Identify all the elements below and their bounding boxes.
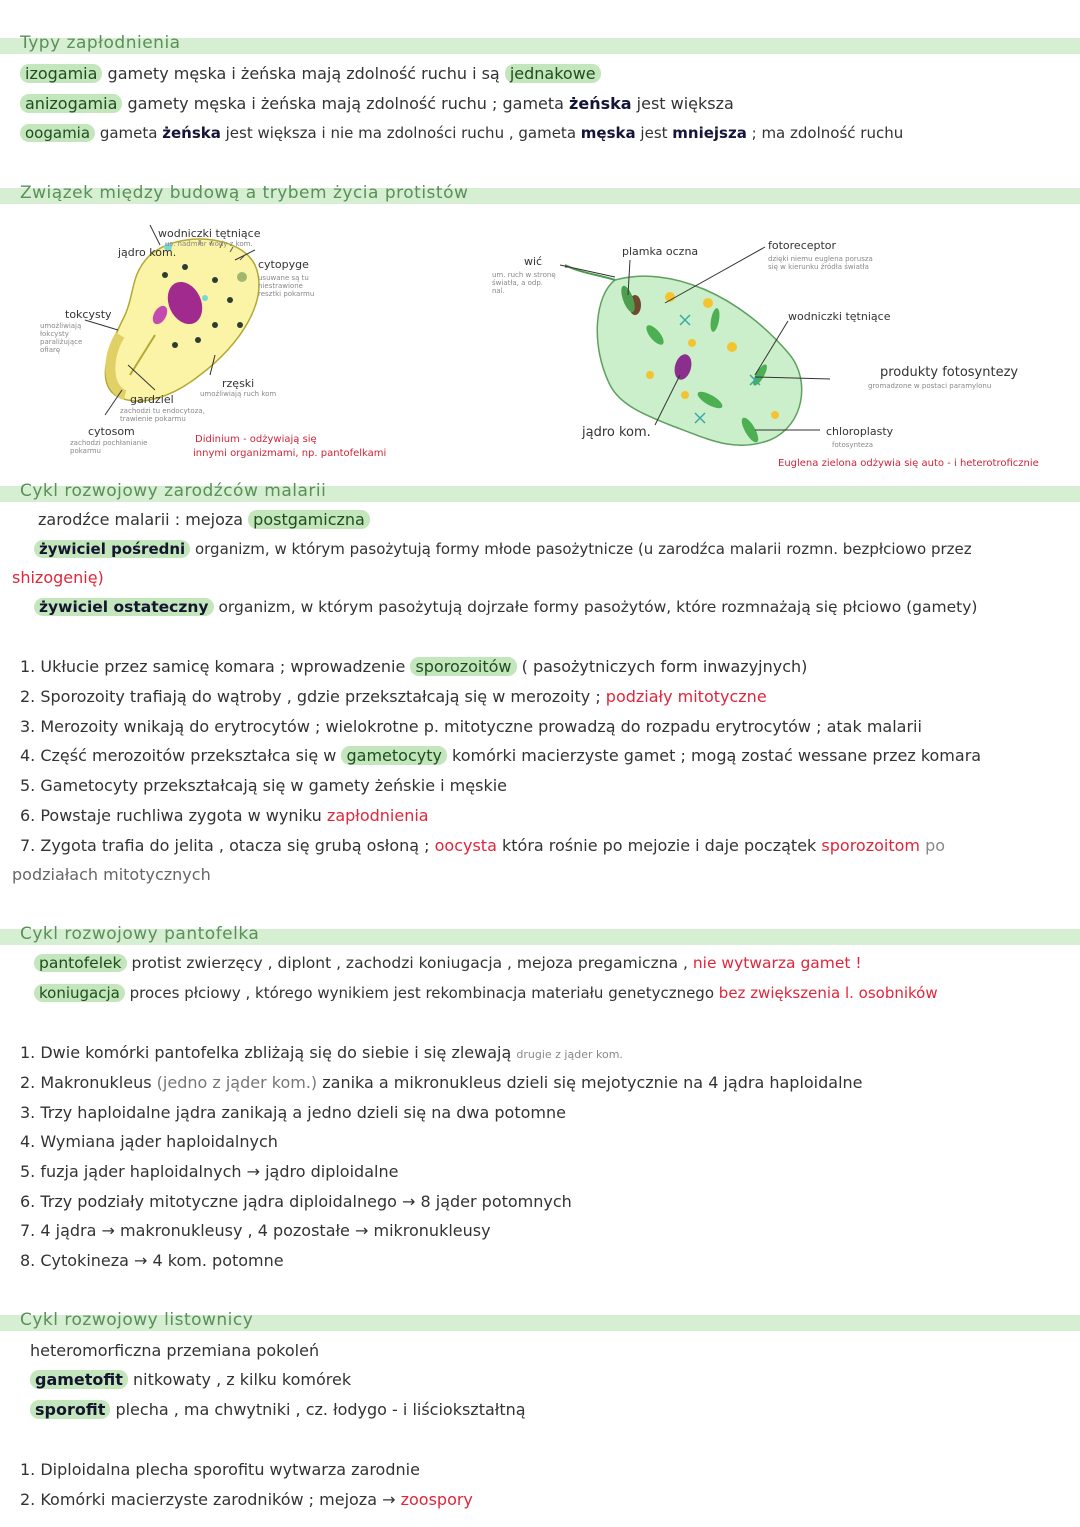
oogamy-text1: gameta [99, 124, 158, 142]
label-plamka: plamka oczna [622, 245, 699, 258]
conj-step-1-text: 1. Dwie komórki pantofelka zbliżają się do siebie i się zlewają [20, 1043, 512, 1062]
host-final-term: żywiciel ostateczny [34, 598, 214, 616]
oogamy-bold2: męska [580, 124, 636, 142]
oogamy-term: oogamia [20, 124, 95, 142]
host-intermediate-cont: shizogenię) [12, 568, 104, 587]
isogamy-end: jednakowe [505, 64, 601, 83]
kelp-step-2 [20, 1490, 473, 1509]
conjugation-term: koniugacja [34, 984, 125, 1002]
malaria-step-4-c: komórki macierzyste gamet ; mogą zostać wessane przez komara [452, 746, 982, 765]
conj-step-1-note: drugie z jąder kom. [516, 1048, 623, 1061]
label-chloroplasty: chloroplasty [826, 425, 894, 438]
malaria-step-1 [20, 657, 807, 676]
conj-step-2-a: 2. Makronukleus [20, 1073, 152, 1092]
malaria-step-7 [20, 836, 945, 855]
malaria-intro-postgamiczna: postgamiczna [248, 510, 370, 529]
malaria-step-7-d: sporozoitom [821, 836, 920, 855]
isogamy-line [20, 64, 601, 83]
label-trichocysty: tokcysty [65, 308, 112, 321]
paramecium-text: protist zwierzęcy , diplont , zachodzi koniugacja , mejoza pregamiczna , [131, 954, 688, 972]
anisogamy-bold: żeńska [569, 94, 632, 113]
label-rzeski-sub: umożliwiają ruch kom [200, 390, 277, 398]
kelp-gametophyte-text: nitkowaty , z kilku komórek [133, 1370, 352, 1389]
oogamy-text3: i nie ma [321, 124, 382, 142]
kelp-gametophyte-term: gametofit [30, 1370, 128, 1389]
conj-step-1 [20, 1043, 623, 1062]
malaria-step-7-b: oocysta [434, 836, 497, 855]
kelp-step-1: 1. Diploidalna plecha sporofitu wytwarza zarodnie [20, 1460, 420, 1479]
malaria-step-4-a: 4. Część merozoitów przekształca się w [20, 746, 337, 765]
malaria-intro-label: zarodźce malarii : [38, 510, 181, 529]
conjugation-text: proces płciowy , którego wynikiem jest rekombinacja materiału genetycznego [129, 984, 715, 1002]
host-final-text: organizm, w którym pasożytują dojrzałe formy pasożytów, które rozmnażają się płciowo (gamety) [218, 598, 978, 616]
label-wodniczki-right: wodniczki tętniące [788, 310, 891, 323]
section-title-kelp: Cykl rozwojowy listownicy [20, 1310, 254, 1330]
label-jadro-left: jądro kom. [118, 246, 177, 259]
malaria-step-6-a: 6. Powstaje ruchliwa zygota w wyniku [20, 806, 322, 825]
label-fotoreceptor-sub: dzięki niemu euglena porusza się w kierunku źródła światła [768, 255, 873, 271]
section-title-protists: Związek między budową a trybem życia protistów [20, 183, 469, 203]
malaria-step-7-e: po [925, 836, 946, 855]
label-wodniczki-left-sub: us. nadmiar wody z kom. [165, 240, 253, 248]
host-intermediate-text: organizm, w którym pasożytują formy młode pasożytnicze (u zarodźca malarii rozmn. bezpłciowo przez [194, 540, 972, 558]
anisogamy-text: gamety męska i żeńska mają zdolność ruchu ; gameta [127, 94, 564, 113]
label-wic: wić [524, 255, 543, 268]
host-intermediate-term: żywiciel pośredni [34, 540, 190, 558]
kelp-gametophyte [30, 1370, 351, 1389]
kelp-step-2-b: zoospory [400, 1490, 473, 1509]
label-gardziel-sub: zachodzi tu endocytoza, trawienie pokarmu [120, 407, 205, 423]
label-produkty: produkty fotosyntezy [880, 365, 1019, 380]
section-title-malaria: Cykl rozwojowy zarodźców malarii [20, 481, 327, 501]
label-produkty-sub: gromadzone w postaci paramylonu [868, 382, 992, 390]
malaria-step-6 [20, 806, 429, 825]
conj-step-5: 5. fuzja jąder haploidalnych → jądro diploidalne [20, 1162, 399, 1181]
paramecium-def [34, 954, 862, 972]
conj-step-3: 3. Trzy haploidalne jądra zanikają a jedno dzieli się na dwa potomne [20, 1103, 566, 1122]
malaria-step-5: 5. Gametocyty przekształcają się w gamety żeńskie i męskie [20, 776, 507, 795]
host-intermediate [34, 540, 972, 558]
anisogamy-term: anizogamia [20, 94, 122, 113]
malaria-step-7-c: która rośnie po mejozie i daje początek [501, 836, 817, 855]
malaria-intro-mejoza: mejoza [185, 510, 244, 529]
oogamy-bold1: żeńska [162, 124, 221, 142]
label-fotoreceptor: fotoreceptor [768, 239, 837, 252]
conj-step-8: 8. Cytokineza → 4 kom. potomne [20, 1251, 284, 1270]
oogamy-text4: zdolności ruchu , gameta [386, 124, 577, 142]
label-rzeski: rzęski [222, 377, 255, 390]
malaria-step-1-c: ( pasożytniczych form inwazyjnych) [521, 657, 808, 676]
malaria-step-1-b: sporozoitów [410, 657, 516, 676]
oogamy-text6: ; ma zdolność ruchu [751, 124, 904, 142]
label-cytosom: cytosom [88, 425, 135, 438]
paramecium-red: nie wytwarza gamet ! [692, 954, 862, 972]
malaria-step-3: 3. Merozoity wnikają do erytrocytów ; wielokrotne p. mitotyczne prowadzą do rozpadu erytrocytów ; atak malarii [20, 717, 922, 736]
host-final [34, 598, 977, 616]
section-title-paramecium: Cykl rozwojowy pantofelka [20, 924, 260, 944]
label-gardziel: gardziel [130, 393, 174, 406]
label-chloroplasty-sub: fotosynteza [832, 441, 874, 449]
conj-step-4: 4. Wymiana jąder haploidalnych [20, 1132, 278, 1151]
label-cytosom-sub: zachodzi pochłanianie pokarmu [70, 439, 148, 455]
oogamy-text2: jest większa [225, 124, 317, 142]
malaria-step-1-a: 1. Ukłucie przez samicę komara ; wprowadzenie [20, 657, 406, 676]
malaria-step-2-b: podziały mitotyczne [605, 687, 767, 706]
conj-step-6: 6. Trzy podziały mitotyczne jądra diploidalnego → 8 jąder potomnych [20, 1192, 572, 1211]
label-cytopyge: cytopyge [258, 258, 309, 271]
anisogamy-line [20, 94, 734, 113]
kelp-sporophyte-term: sporofit [30, 1400, 110, 1419]
label-wodniczki-left: wodniczki tętniące [158, 227, 261, 240]
oogamy-bold3: mniejsza [672, 124, 747, 142]
label-jadro-right: jądro kom. [582, 425, 651, 440]
malaria-step-4 [20, 746, 981, 765]
kelp-line-1: heteromorficzna przemiana pokoleń [30, 1341, 320, 1360]
label-wic-sub: um. ruch w stronę światła, a odp. nal. [492, 271, 556, 295]
malaria-step-4-b: gametocyty [341, 746, 446, 765]
oogamy-line [20, 124, 903, 142]
malaria-step-7-a: 7. Zygota trafia do jelita , otacza się grubą osłoną ; [20, 836, 430, 855]
oogamy-text5: jest [640, 124, 668, 142]
label-cytopyge-sub: usuwane są tu niestrawione resztki pokarmu [258, 274, 315, 298]
section-title-fertilization: Typy zapłodnienia [20, 33, 181, 53]
malaria-step-7-cont: podziałach mitotycznych [12, 865, 211, 884]
conjugation-def [34, 984, 938, 1002]
conj-step-2 [20, 1073, 863, 1092]
conj-step-2-c: zanika a mikronukleus dzieli się mejotycznie na 4 jądra haploidalne [322, 1073, 863, 1092]
conj-step-2-b: (jedno z jąder kom.) [156, 1073, 318, 1092]
isogamy-text: gamety męska i żeńska mają zdolność ruchu i są [107, 64, 500, 83]
isogamy-term: izogamia [20, 64, 102, 83]
conj-step-7: 7. 4 jądra → makronukleusy , 4 pozostałe → mikronukleusy [20, 1221, 491, 1240]
malaria-step-6-b: zapłodnienia [326, 806, 429, 825]
malaria-step-2 [20, 687, 767, 706]
paramecium-term: pantofelek [34, 954, 127, 972]
anisogamy-end: jest większa [636, 94, 734, 113]
conjugation-red: bez zwiększenia l. osobników [718, 984, 938, 1002]
euglena-note: Euglena zielona odżywia się auto - i heterotroficznie [778, 458, 1039, 469]
didinium-note-2: innymi organizmami, np. pantofelkami [193, 448, 387, 459]
kelp-step-2-a: 2. Komórki macierzyste zarodników ; mejoza → [20, 1490, 396, 1509]
malaria-intro [38, 510, 370, 529]
malaria-step-2-a: 2. Sporozoity trafiają do wątroby , gdzie przekształcają się w merozoity ; [20, 687, 601, 706]
label-trichocysty-sub: umożliwiają łokcysty paraliżujące ofiarę [40, 322, 83, 354]
kelp-sporophyte-text: plecha , ma chwytniki , cz. łodygo - i liściokształtną [115, 1400, 526, 1419]
didinium-note-1: Didinium - odżywiają się [195, 434, 317, 445]
kelp-sporophyte [30, 1400, 526, 1419]
